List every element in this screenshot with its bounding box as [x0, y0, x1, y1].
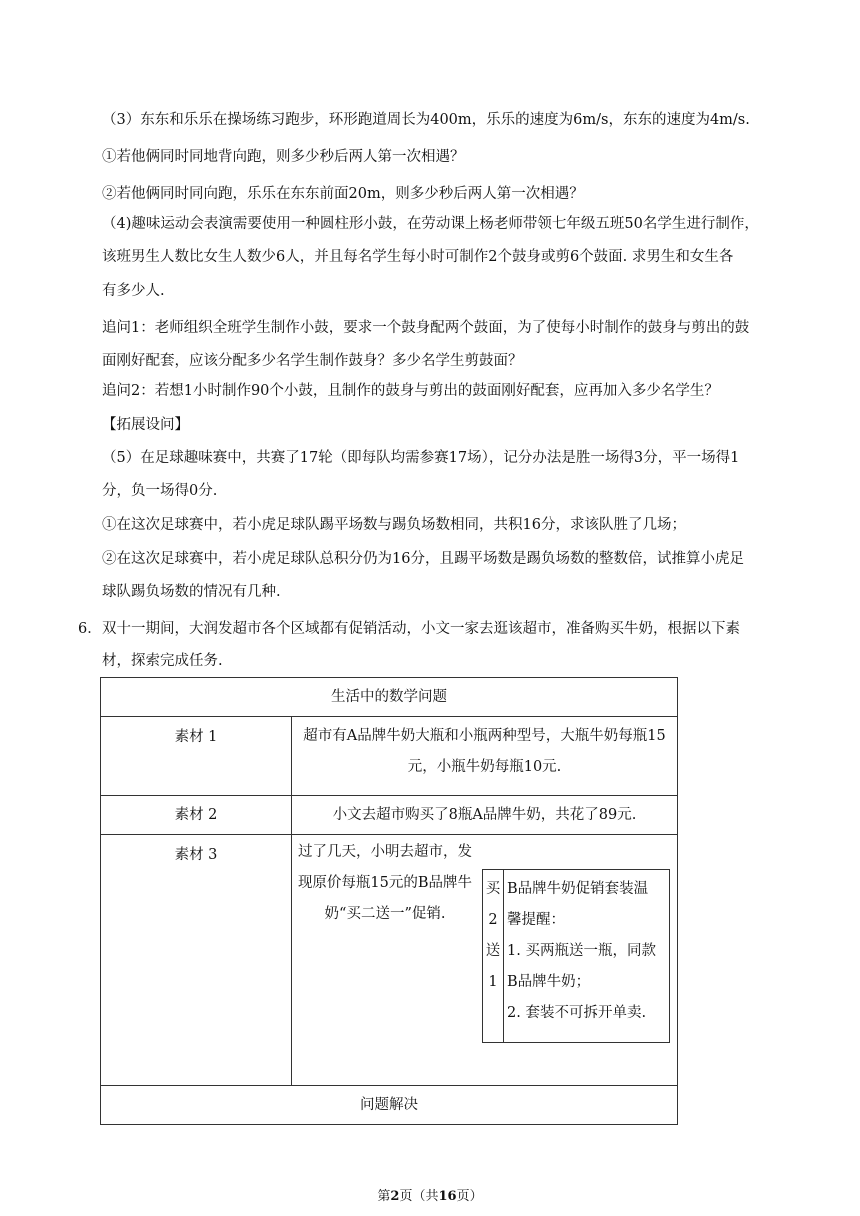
- question-text: 双十一期间，大润发超市各个区域都有促销活动，小文一家去逛该超市，准备购买牛奶，根据以下素: [102, 621, 740, 637]
- promo-line: 1. 买两瓶送一瓶，同款: [507, 943, 656, 959]
- material-3-content: [292, 835, 678, 1086]
- text-line: 追问1：老师组织全班学生制作小鼓，要求一个鼓身配两个鼓面，为了使每小时制作的鼓身与剪出的鼓: [102, 320, 750, 336]
- page-number: 2: [390, 1189, 400, 1204]
- material-3-line: 过了几天，小明去超市，发: [298, 844, 472, 860]
- promo-side-char: 买: [485, 881, 501, 897]
- text-line: 有多少人.: [102, 283, 165, 299]
- total-pages: 16: [438, 1189, 457, 1204]
- text-line: 球队踢负场数的情况有几种.: [102, 584, 281, 600]
- text-line: （3）东东和乐乐在操场练习跑步，环形跑道周长为400m，乐乐的速度为6m/s，东东的速度为4m/s.: [102, 112, 750, 128]
- material-3-label: 素材 3: [101, 835, 292, 1086]
- material-1-line: 超市有A品牌牛奶大瓶和小瓶两种型号，大瓶牛奶每瓶15: [303, 728, 666, 744]
- material-3-line: 奶“买二送一”促销.: [324, 906, 446, 922]
- material-3-description: [292, 835, 478, 1043]
- text-line: （5）在足球趣味赛中，共赛了17轮（即每队均需参赛17场），记分办法是胜一场得3分，平一场得1: [102, 450, 740, 466]
- material-1-line: 元，小瓶牛奶每瓶10元.: [407, 759, 562, 775]
- promo-line: B品牌牛奶；: [507, 974, 591, 990]
- text-line: ②在这次足球赛中，若小虎足球队总积分仍为16分，且踢平场数是踢负场数的整数倍，试推算小虎足: [102, 551, 744, 567]
- text-line: 面刚好配套，应该分配多少名学生制作鼓身？多少名学生剪鼓面？: [102, 353, 523, 369]
- materials-table: [100, 677, 678, 1125]
- material-2-label: 素材 2: [101, 796, 292, 835]
- promo-box: [482, 869, 670, 1043]
- text-line: ①在这次足球赛中，若小虎足球队踢平场数与踢负场数相同，共积16分，求该队胜了几场；: [102, 517, 686, 533]
- section-heading: 【拓展设问】: [102, 417, 189, 433]
- material-2-content: 小文去超市购买了8瓶A品牌牛奶，共花了89元.: [292, 796, 678, 835]
- text-line: ②若他俩同时同向跑，乐乐在东东前面20m，则多少秒后两人第一次相遇？: [102, 186, 584, 202]
- material-1-content: [292, 717, 678, 796]
- page-footer: [0, 1185, 860, 1204]
- text-line: ①若他俩同时同地背向跑，则多少秒后两人第一次相遇？: [102, 149, 465, 165]
- promo-notice: [504, 870, 670, 1043]
- promo-line: 馨提醒：: [507, 912, 565, 928]
- material-3-line: 现原价每瓶15元的B品牌牛: [297, 875, 473, 891]
- text-line: 追问2：若想1小时制作90个小鼓，且制作的鼓身与剪出的鼓面刚好配套，应再加入多少名学生？: [102, 383, 719, 399]
- question-number: 6．: [78, 621, 102, 637]
- promo-side-char: 2: [488, 912, 498, 928]
- text-line: 分，负一场得0分.: [102, 483, 218, 499]
- promo-line: B品牌牛奶促销套装温: [507, 881, 649, 897]
- table-title: 生活中的数学问题: [101, 678, 678, 717]
- footer-text: 页（共: [399, 1189, 439, 1204]
- promo-side-label: [483, 870, 504, 1043]
- promo-side-char: 1: [488, 974, 498, 990]
- question-text: 材，探索完成任务.: [102, 653, 223, 669]
- problem-solving-header: 问题解决: [101, 1086, 678, 1125]
- text-line: 该班男生人数比女生人数少6人，并且每名学生每小时可制作2个鼓身或剪6个鼓面. 求男生和女生各: [102, 249, 734, 265]
- footer-text: 页）: [456, 1189, 483, 1204]
- material-1-label: 素材 1: [101, 717, 292, 796]
- promo-line: 2. 套装不可拆开单卖.: [507, 1005, 647, 1021]
- promo-side-char: 送: [485, 943, 501, 959]
- text-line: （4)趣味运动会表演需要使用一种圆柱形小鼓，在劳动课上杨老师带领七年级五班50名学生进行制作，: [102, 216, 759, 232]
- footer-text: 第: [377, 1189, 391, 1204]
